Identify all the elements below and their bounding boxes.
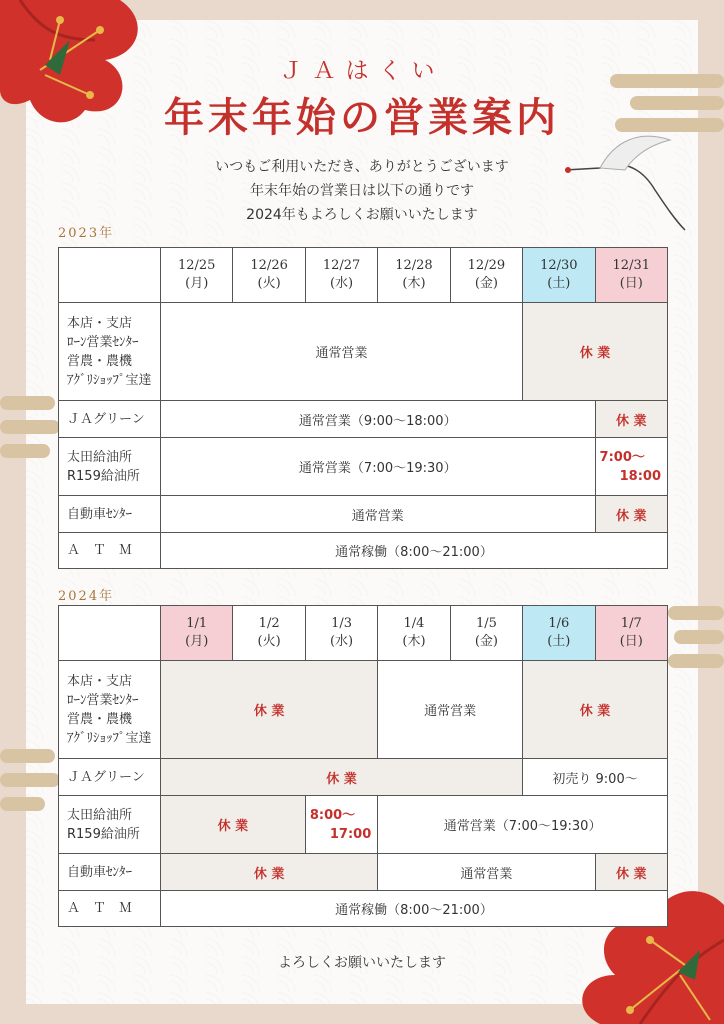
- table-row: [59, 854, 668, 891]
- header-corner-cell: [59, 248, 161, 303]
- day-header-holiday: 1/1 (月): [161, 606, 233, 661]
- closed-cell: 休 業: [595, 496, 667, 533]
- intro-text: [0, 155, 724, 227]
- table-row: [59, 401, 668, 438]
- day-header-holiday: 1/7 (日): [595, 606, 667, 661]
- closed-cell: 休 業: [595, 401, 667, 438]
- intro-line-2: 年末年始の営業日は以下の通りです: [250, 183, 474, 199]
- intro-line-1: いつもご利用いただき、ありがとうございます: [215, 159, 509, 175]
- status-cell: 初売り 9:00〜: [523, 759, 668, 796]
- day-header: 12/25 (月): [161, 248, 233, 303]
- table-row: [59, 796, 668, 854]
- brand-name: ＪＡはくい: [279, 58, 445, 84]
- row-label-car: 自動車ｾﾝﾀｰ: [59, 854, 161, 891]
- closed-cell: 休 業: [595, 854, 667, 891]
- cloud-decoration-left: [0, 392, 60, 472]
- status-cell: 通常営業（9:00〜18:00）: [161, 401, 596, 438]
- closing-message: よろしくお願いいたします: [278, 955, 446, 971]
- row-label-honten: 本店・支店 ﾛｰﾝ営業ｾﾝﾀｰ 営農・農機 ｱｸﾞﾘｼｮｯﾌﾟ宝達: [59, 303, 161, 401]
- year-label-2024: 2024年: [58, 589, 115, 604]
- day-header: 12/27 (水): [305, 248, 377, 303]
- header-corner-cell: [59, 606, 161, 661]
- day-header: 1/5 (金): [450, 606, 522, 661]
- closed-cell: 休 業: [161, 661, 378, 759]
- closed-cell: 休 業: [523, 661, 668, 759]
- table-row: [59, 759, 668, 796]
- closed-cell: 休 業: [161, 759, 523, 796]
- day-header: 12/26 (火): [233, 248, 305, 303]
- table-row: [59, 303, 668, 401]
- row-label-honten: 本店・支店 ﾛｰﾝ営業ｾﾝﾀｰ 営農・農機 ｱｸﾞﾘｼｮｯﾌﾟ宝達: [59, 661, 161, 759]
- closed-cell: 休 業: [161, 796, 306, 854]
- status-cell: 通常営業: [378, 854, 595, 891]
- cloud-decoration-left-2: [0, 745, 60, 815]
- status-cell: 通常営業: [161, 303, 523, 401]
- row-label-atm: Ａ Ｔ Ｍ: [59, 533, 161, 569]
- header-row: [59, 606, 668, 661]
- day-header-saturday: 1/6 (土): [523, 606, 595, 661]
- year-label-2023: 2023年: [58, 226, 115, 241]
- header-row: [59, 248, 668, 303]
- status-cell: 通常稼働（8:00〜21:00）: [161, 891, 668, 927]
- day-header: 1/2 (火): [233, 606, 305, 661]
- day-header-sunday: 12/31 (日): [595, 248, 667, 303]
- cloud-decoration-right-2: [668, 602, 724, 672]
- table-row: [59, 533, 668, 569]
- day-header: 12/29 (金): [450, 248, 522, 303]
- status-cell: 通常稼働（8:00〜21:00）: [161, 533, 668, 569]
- schedule-table-2023: [58, 247, 668, 569]
- row-label-green: ＪＡグリーン: [59, 401, 161, 438]
- closed-cell: 休 業: [161, 854, 378, 891]
- closed-cell: 休 業: [523, 303, 668, 401]
- row-label-gas: 太田給油所 R159給油所: [59, 796, 161, 854]
- day-header: 1/4 (木): [378, 606, 450, 661]
- page-title: 年末年始の営業案内: [164, 94, 560, 141]
- row-label-green: ＪＡグリーン: [59, 759, 161, 796]
- intro-line-3: 2024年もよろしくお願いいたします: [246, 207, 478, 223]
- day-header-saturday: 12/30 (土): [523, 248, 595, 303]
- row-label-car: 自動車ｾﾝﾀｰ: [59, 496, 161, 533]
- table-row: [59, 438, 668, 496]
- day-header: 1/3 (水): [305, 606, 377, 661]
- row-label-gas: 太田給油所 R159給油所: [59, 438, 161, 496]
- schedule-table-2024: [58, 605, 668, 927]
- hours-cell: 7:00〜 18:00: [595, 438, 667, 496]
- status-cell: 通常営業（7:00〜19:30）: [378, 796, 668, 854]
- table-row: [59, 496, 668, 533]
- status-cell: 通常営業: [161, 496, 596, 533]
- hours-cell: 8:00〜 17:00: [305, 796, 377, 854]
- day-header: 12/28 (木): [378, 248, 450, 303]
- row-label-atm: Ａ Ｔ Ｍ: [59, 891, 161, 927]
- status-cell: 通常営業（7:00〜19:30）: [161, 438, 596, 496]
- status-cell: 通常営業: [378, 661, 523, 759]
- table-row: [59, 891, 668, 927]
- table-row: [59, 661, 668, 759]
